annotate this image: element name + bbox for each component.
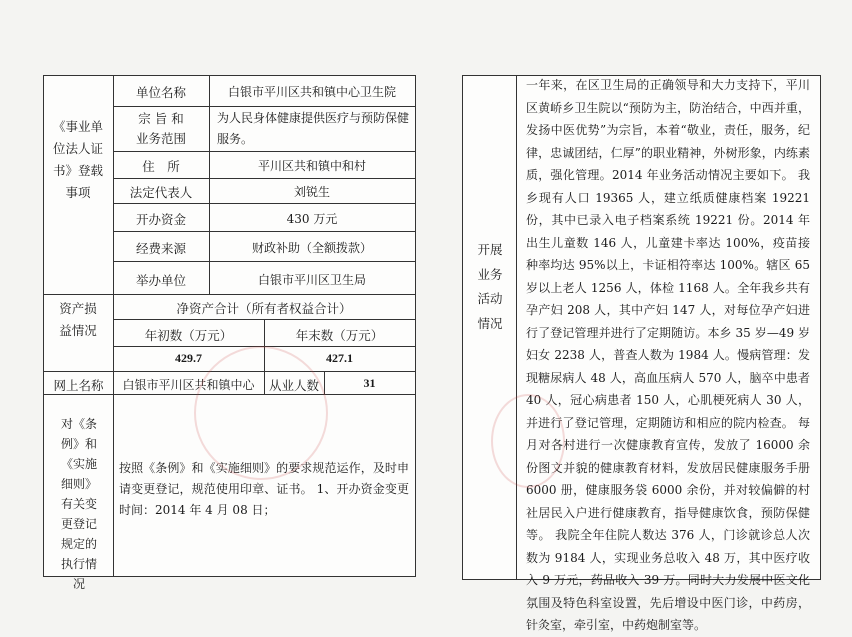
- assets-header: 净资产合计（所有者权益合计）: [176, 301, 352, 316]
- compliance-text: 按照《条例》和《实施细则》的要求规范运作，及时申请变更登记，规范使用印章、证书。 1、开办资金变更时间：2014 年 4 月 08 日；: [119, 461, 409, 517]
- assets-section-label: 资产损益情况: [59, 301, 97, 338]
- row-label-purpose: 宗 旨 和 业务范围: [135, 111, 186, 146]
- year-end-value: 427.1: [326, 351, 353, 365]
- compliance-label: 对《条例》和《实施细则》有关变更登记规定的执行情况: [60, 417, 97, 591]
- row-value-funding: 财政补助（全额拨款）: [251, 241, 372, 255]
- grid-line: [113, 178, 415, 179]
- row-label-unit-name: 单位名称: [135, 85, 186, 100]
- year-start-value: 429.7: [175, 351, 202, 365]
- grid-line: [113, 151, 415, 152]
- year-end-label: 年末数（万元）: [295, 328, 384, 343]
- staff-label: 从业人数: [268, 378, 319, 393]
- online-name-label: 网上名称: [53, 378, 104, 393]
- row-label-legal-rep: 法定代表人: [129, 185, 193, 200]
- row-label-funding: 经费来源: [135, 241, 186, 256]
- row-value-unit-name: 白银市平川区共和镇中心卫生院: [227, 85, 396, 99]
- faded-seal: [194, 346, 328, 480]
- reg-section-label: 《事业单位法人证书》登载事项: [52, 119, 103, 200]
- row-value-purpose: 为人民身体健康提供医疗与预防保健服务。: [217, 111, 410, 146]
- row-label-sponsor: 举办单位: [135, 273, 186, 288]
- faded-seal: [491, 394, 565, 488]
- grid-line: [113, 203, 415, 204]
- grid-line: [113, 394, 114, 576]
- left-report-page: [43, 75, 416, 591]
- year-start-label: 年初数（万元）: [144, 328, 233, 343]
- grid-line: [113, 261, 415, 262]
- row-value-address: 平川区共和镇中和村: [257, 159, 366, 173]
- staff-value: 31: [363, 376, 376, 390]
- grid-line: [113, 231, 415, 232]
- row-value-sponsor: 白银市平川区卫生局: [257, 273, 366, 287]
- row-label-address: 住 所: [142, 159, 180, 174]
- row-label-capital: 开办资金: [135, 212, 186, 227]
- activities-paragraph: 一年来，在区卫生局的正确领导和大力支持下，平川区黄峤乡卫生院以“预防为主，防治结合，中西并重，发扬中医优势”为宗旨，本着“敬业，责任，服务，纪律，忠诚团结，仁厚”的职业精神，外树形象，内练素质，强化管理。2014 年业务活动情况主要如下。 我乡现有人口 19365 人，建立纸质健康档案 19221 份，其中已录入电子档案系统 19221 份。2014 年出生儿童数 146 人，儿童建卡率达 100%，疫苗接种率均达 95%以上，卡证相符率达 100%。辖区 65 岁以上老人 1256 人，体检 1168 人。全年我乡共有孕产妇 208 人，其中产妇 147 人，对每位孕产妇进行了登记管理并进行了定期随访。本乡 35 岁—49 岁妇女 2238 人，普查人数为 1984 人。慢病管理：发现糖尿病人 48 人，高血压病人 570 人，脑卒中患者 40 人，冠心病患者 150 人，心肌梗死病人 30 人，并进行了登记管理，定期随访和相应的院内检查。 每月对各村进行一次健康教育宣传，发放了 16000 余份图文并貌的健康教育材料，发放居民健康服务手册 6000 册，健康服务袋 6000 余份，并对较偏僻的村社居民入户进行健康教育，指导健康饮食，预防保健等。 我院全年住院人数达 376 人，门诊就诊总人次数为 9184 人，实现业务总收入 48 万，其中医疗收入 9 万元，药品收入 39 万。同时大力发展中医文化氛围及特色科室设置，先后增设中医门诊，中药房，针灸室，牵引室，中药炮制室等。: [526, 78, 810, 632]
- row-value-capital: 430 万元: [286, 212, 338, 226]
- online-name-value: 白银市平川区共和镇中心: [122, 378, 255, 392]
- grid-line: [516, 76, 517, 579]
- activities-section-label: 开展业务活动情况: [477, 242, 503, 331]
- right-report-page: [462, 75, 821, 632]
- row-value-legal-rep: 刘锐生: [293, 185, 330, 199]
- grid-line: [44, 294, 415, 295]
- grid-line: [113, 106, 415, 107]
